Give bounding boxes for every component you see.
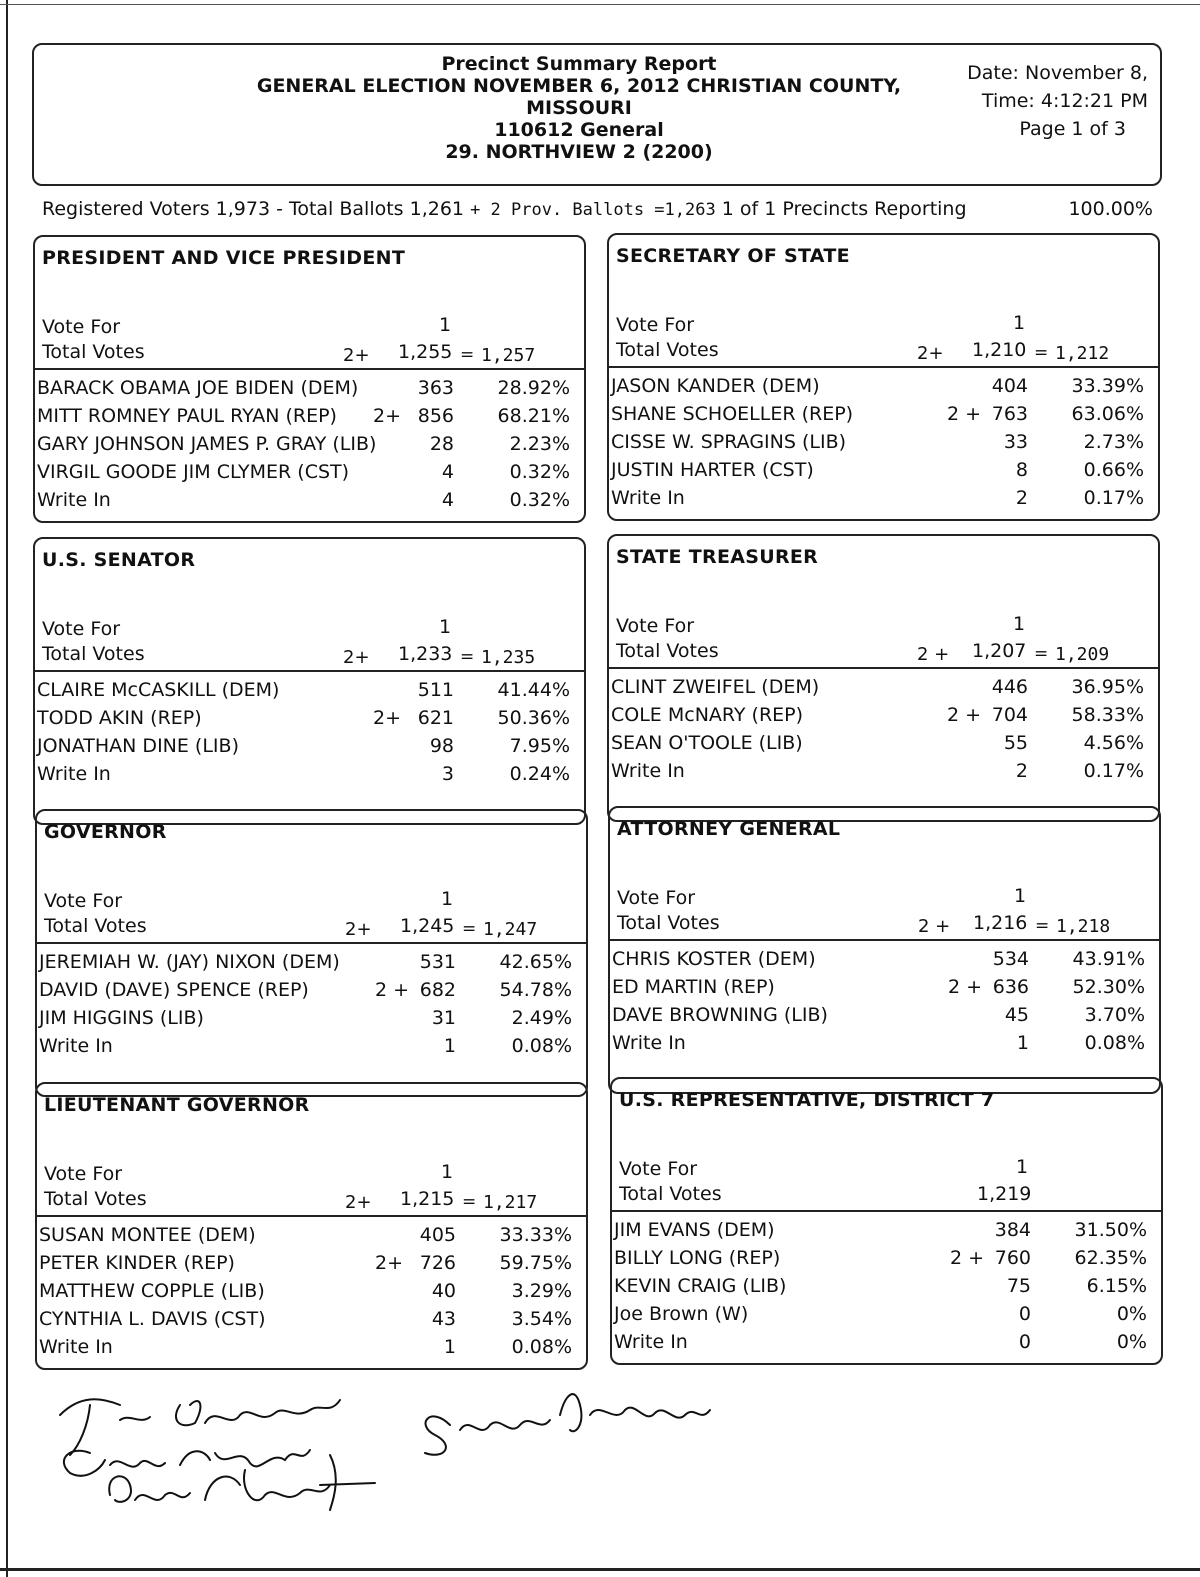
candidate-votes: 856	[417, 405, 454, 427]
candidate-row	[610, 976, 1159, 1004]
candidate-row	[610, 1032, 1159, 1060]
candidate-votes: 8	[1015, 459, 1028, 481]
candidate-row	[35, 763, 584, 791]
report-date: Date: November 8,	[967, 62, 1148, 84]
candidate-name: JIM EVANS (DEM)	[614, 1219, 775, 1241]
page-edge-left	[6, 0, 8, 1577]
header-divider	[609, 667, 1158, 669]
candidate-row	[612, 1219, 1161, 1247]
header-meta	[942, 59, 1152, 143]
total-equals: =	[462, 919, 477, 939]
candidate-name: BILLY LONG (REP)	[614, 1247, 781, 1269]
total-votes-count: 1,210	[972, 339, 1027, 361]
candidate-row	[612, 1331, 1161, 1359]
candidate-votes: 363	[417, 377, 454, 399]
candidate-name: JUSTIN HARTER (CST)	[611, 459, 814, 481]
total-provisional: 2 +	[918, 916, 951, 937]
vote-for-count: 1	[441, 1161, 454, 1183]
candidate-votes: 534	[992, 948, 1029, 970]
total-votes-count: 1,219	[977, 1183, 1032, 1205]
vote-for-label: Vote For	[42, 316, 121, 338]
signature-4	[425, 1394, 710, 1455]
candidate-name: DAVID (DAVE) SPENCE (REP)	[39, 979, 309, 1001]
reporting-percent: 100.00%	[1068, 198, 1153, 220]
signature-1	[60, 1399, 340, 1455]
total-provisional: 2+	[343, 647, 370, 668]
candidate-votes: 55	[1003, 732, 1028, 754]
candidate-name: BARACK OBAMA JOE BIDEN (DEM)	[37, 377, 359, 399]
candidate-percent: 43.91%	[1072, 948, 1145, 970]
candidate-percent: 50.36%	[497, 707, 570, 729]
race-panel	[35, 809, 588, 1097]
header-divider	[612, 1210, 1161, 1212]
header-divider	[37, 942, 586, 944]
candidate-name: SHANE SCHOELLER (REP)	[611, 403, 854, 425]
candidate-name: Joe Brown (W)	[614, 1303, 749, 1325]
candidate-row	[610, 948, 1159, 976]
candidate-votes: 43	[431, 1308, 456, 1330]
total-votes-count: 1,233	[398, 643, 453, 665]
candidate-row	[612, 1247, 1161, 1275]
total-votes-sum: 1,235	[481, 647, 536, 668]
candidate-votes: 726	[419, 1252, 456, 1274]
candidate-row	[609, 732, 1158, 760]
candidate-percent: 41.44%	[497, 679, 570, 701]
candidate-percent: 2.49%	[511, 1007, 572, 1029]
candidate-provisional: 2 +	[947, 403, 982, 425]
candidate-percent: 33.39%	[1071, 375, 1144, 397]
candidate-row	[37, 1280, 586, 1308]
race-panel	[33, 235, 586, 523]
candidate-votes: 0	[1018, 1331, 1031, 1353]
candidate-percent: 0.32%	[509, 489, 570, 511]
race-panel	[35, 1082, 588, 1370]
total-votes-sum: 1,217	[483, 1192, 538, 1213]
total-votes-sum: 1,212	[1055, 343, 1110, 364]
provisional-ballots: + 2 Prov. Ballots =1,263	[470, 200, 716, 220]
vote-for-label: Vote For	[44, 890, 123, 912]
candidate-name: TODD AKIN (REP)	[37, 707, 202, 729]
candidate-votes: 1	[1016, 1032, 1029, 1054]
candidate-name: SUSAN MONTEE (DEM)	[39, 1224, 256, 1246]
candidate-row	[609, 704, 1158, 732]
candidate-name: KEVIN CRAIG (LIB)	[614, 1275, 787, 1297]
candidate-row	[35, 377, 584, 405]
candidate-name: VIRGIL GOODE JIM CLYMER (CST)	[37, 461, 350, 483]
total-provisional: 2+	[917, 343, 944, 364]
election-code: 110612 General	[494, 119, 664, 141]
candidate-row	[37, 951, 586, 979]
candidate-percent: 0.08%	[511, 1336, 572, 1358]
candidate-row	[37, 1035, 586, 1063]
candidate-row	[609, 760, 1158, 788]
candidate-name: ED MARTIN (REP)	[612, 976, 775, 998]
candidate-percent: 3.70%	[1084, 1004, 1145, 1026]
candidate-percent: 0%	[1116, 1331, 1147, 1353]
candidate-percent: 6.15%	[1086, 1275, 1147, 1297]
precincts-reporting: 1 of 1 Precincts Reporting	[715, 198, 967, 220]
total-votes-count: 1,216	[973, 912, 1028, 934]
candidate-votes: 3	[441, 763, 454, 785]
total-votes-label: Total Votes	[617, 912, 720, 934]
candidate-row	[35, 735, 584, 763]
header-divider	[37, 1215, 586, 1217]
candidate-votes: 2	[1015, 487, 1028, 509]
total-provisional: 2 +	[917, 644, 950, 665]
candidate-row	[35, 461, 584, 489]
candidate-votes: 405	[419, 1224, 456, 1246]
candidate-percent: 68.21%	[497, 405, 570, 427]
candidate-percent: 63.06%	[1071, 403, 1144, 425]
ballot-summary	[42, 198, 1157, 220]
candidate-percent: 36.95%	[1071, 676, 1144, 698]
total-equals: =	[460, 647, 475, 667]
candidate-name: Write In	[39, 1336, 113, 1358]
candidate-percent: 0.08%	[1084, 1032, 1145, 1054]
total-votes-sum: 1,247	[483, 919, 538, 940]
candidate-votes: 446	[991, 676, 1028, 698]
candidate-name: Write In	[39, 1035, 113, 1057]
candidate-votes: 4	[441, 461, 454, 483]
candidate-votes: 511	[417, 679, 454, 701]
candidate-row	[609, 375, 1158, 403]
vote-for-count: 1	[1013, 613, 1026, 635]
candidate-name: CLINT ZWEIFEL (DEM)	[611, 676, 820, 698]
candidate-votes: 0	[1018, 1303, 1031, 1325]
candidate-row	[37, 1308, 586, 1336]
total-votes-label: Total Votes	[44, 1188, 147, 1210]
candidate-percent: 52.30%	[1072, 976, 1145, 998]
candidate-name: MATTHEW COPPLE (LIB)	[39, 1280, 265, 1302]
candidate-name: Write In	[611, 487, 685, 509]
candidate-provisional: 2+	[373, 707, 402, 729]
candidate-name: COLE McNARY (REP)	[611, 704, 804, 726]
vote-for-count: 1	[439, 314, 452, 336]
signatures	[30, 1375, 750, 1535]
candidate-row	[37, 1252, 586, 1280]
candidate-percent: 0.17%	[1083, 760, 1144, 782]
candidate-votes: 40	[431, 1280, 456, 1302]
candidate-percent: 0%	[1116, 1303, 1147, 1325]
page-edge-top	[0, 4, 1200, 5]
vote-for-label: Vote For	[619, 1158, 698, 1180]
total-equals: =	[1034, 644, 1049, 664]
precinct-name: 29. NORTHVIEW 2 (2200)	[445, 141, 713, 163]
vote-for-label: Vote For	[42, 618, 121, 640]
race-title: U.S. REPRESENTATIVE, DISTRICT 7	[619, 1089, 995, 1111]
total-votes-label: Total Votes	[42, 341, 145, 363]
total-votes-label: Total Votes	[616, 640, 719, 662]
vote-for-count: 1	[439, 616, 452, 638]
header-title-block	[224, 53, 934, 163]
total-votes-label: Total Votes	[44, 915, 147, 937]
total-equals: =	[460, 345, 475, 365]
candidate-name: MITT ROMNEY PAUL RYAN (REP)	[37, 405, 337, 427]
candidate-name: GARY JOHNSON JAMES P. GRAY (LIB)	[37, 433, 377, 455]
candidate-votes: 636	[992, 976, 1029, 998]
header-divider	[609, 366, 1158, 368]
candidate-percent: 28.92%	[497, 377, 570, 399]
total-votes-label: Total Votes	[619, 1183, 722, 1205]
election-line-2: MISSOURI	[526, 97, 632, 119]
candidate-row	[35, 679, 584, 707]
vote-for-count: 1	[1016, 1156, 1029, 1178]
candidate-name: CISSE W. SPRAGINS (LIB)	[611, 431, 847, 453]
candidate-name: Write In	[614, 1331, 688, 1353]
signature-2	[64, 1450, 310, 1476]
candidate-percent: 0.66%	[1083, 459, 1144, 481]
candidate-row	[609, 487, 1158, 515]
vote-for-count: 1	[1013, 312, 1026, 334]
total-equals: =	[462, 1192, 477, 1212]
candidate-provisional: 2 +	[375, 979, 410, 1001]
race-title: SECRETARY OF STATE	[616, 245, 850, 267]
candidate-votes: 704	[991, 704, 1028, 726]
candidate-row	[612, 1275, 1161, 1303]
candidate-name: CYNTHIA L. DAVIS (CST)	[39, 1308, 266, 1330]
candidate-row	[37, 979, 586, 1007]
candidate-row	[37, 1007, 586, 1035]
candidate-percent: 33.33%	[499, 1224, 572, 1246]
race-title: ATTORNEY GENERAL	[617, 818, 841, 840]
candidate-votes: 75	[1006, 1275, 1031, 1297]
candidate-percent: 62.35%	[1074, 1247, 1147, 1269]
candidate-percent: 31.50%	[1074, 1219, 1147, 1241]
vote-for-count: 1	[1014, 885, 1027, 907]
total-votes-count: 1,215	[400, 1188, 455, 1210]
candidate-row	[612, 1303, 1161, 1331]
header-divider	[35, 368, 584, 370]
candidate-percent: 2.73%	[1083, 431, 1144, 453]
total-votes-count: 1,245	[400, 915, 455, 937]
total-votes-sum: 1,218	[1056, 916, 1111, 937]
candidate-votes: 763	[991, 403, 1028, 425]
candidate-name: Write In	[611, 760, 685, 782]
election-line-1: GENERAL ELECTION NOVEMBER 6, 2012 CHRISTIAN COUNTY,	[256, 75, 902, 97]
total-equals: =	[1035, 916, 1050, 936]
candidate-percent: 58.33%	[1071, 704, 1144, 726]
vote-for-count: 1	[441, 888, 454, 910]
candidate-name: DAVE BROWNING (LIB)	[612, 1004, 828, 1026]
candidate-row	[35, 489, 584, 517]
race-panel	[33, 537, 586, 825]
total-provisional: 2+	[345, 919, 372, 940]
candidate-provisional: 2+	[373, 405, 402, 427]
candidate-provisional: 2 +	[948, 976, 983, 998]
race-title: U.S. SENATOR	[42, 549, 196, 571]
race-panel	[607, 534, 1160, 822]
candidate-percent: 4.56%	[1083, 732, 1144, 754]
candidate-votes: 98	[429, 735, 454, 757]
report-time: Time: 4:12:21 PM	[981, 90, 1148, 112]
candidate-percent: 59.75%	[499, 1252, 572, 1274]
candidate-percent: 42.65%	[499, 951, 572, 973]
vote-for-label: Vote For	[617, 887, 696, 909]
candidate-votes: 760	[994, 1247, 1031, 1269]
candidate-provisional: 2 +	[950, 1247, 985, 1269]
total-votes-count: 1,207	[972, 640, 1027, 662]
candidate-name: Write In	[612, 1032, 686, 1054]
candidate-row	[609, 431, 1158, 459]
candidate-percent: 2.23%	[509, 433, 570, 455]
candidate-name: PETER KINDER (REP)	[39, 1252, 235, 1274]
race-title: GOVERNOR	[44, 821, 167, 843]
candidate-provisional: 2+	[375, 1252, 404, 1274]
candidate-provisional: 2 +	[947, 704, 982, 726]
candidate-percent: 0.24%	[509, 763, 570, 785]
candidate-votes: 384	[994, 1219, 1031, 1241]
candidate-name: SEAN O'TOOLE (LIB)	[611, 732, 803, 754]
candidate-row	[35, 433, 584, 461]
candidate-name: Write In	[37, 763, 111, 785]
header-divider	[35, 670, 584, 672]
race-panel	[610, 1077, 1163, 1365]
total-provisional: 2+	[343, 345, 370, 366]
report-header	[32, 43, 1162, 186]
race-title: PRESIDENT AND VICE PRESIDENT	[42, 247, 406, 269]
candidate-row	[37, 1336, 586, 1364]
page-edge-bottom	[0, 1568, 1200, 1571]
candidate-row	[609, 459, 1158, 487]
candidate-name: JASON KANDER (DEM)	[611, 375, 820, 397]
candidate-name: JEREMIAH W. (JAY) NIXON (DEM)	[39, 951, 340, 973]
candidate-votes: 531	[419, 951, 456, 973]
race-title: STATE TREASURER	[616, 546, 819, 568]
candidate-name: JONATHAN DINE (LIB)	[37, 735, 239, 757]
candidate-votes: 2	[1015, 760, 1028, 782]
candidate-name: JIM HIGGINS (LIB)	[39, 1007, 204, 1029]
total-votes-sum: 1,257	[481, 345, 536, 366]
registered-voters: Registered Voters 1,973 - Total Ballots 1,261	[42, 198, 471, 220]
total-equals: =	[1034, 343, 1049, 363]
total-provisional: 2+	[345, 1192, 372, 1213]
candidate-percent: 3.54%	[511, 1308, 572, 1330]
report-title: Precinct Summary Report	[441, 53, 717, 75]
header-divider	[610, 939, 1159, 941]
candidate-row	[35, 707, 584, 735]
vote-for-label: Vote For	[616, 615, 695, 637]
total-votes-sum: 1,209	[1055, 644, 1110, 665]
total-votes-label: Total Votes	[616, 339, 719, 361]
candidate-votes: 1	[443, 1336, 456, 1358]
candidate-votes: 31	[431, 1007, 456, 1029]
candidate-percent: 54.78%	[499, 979, 572, 1001]
candidate-name: CHRIS KOSTER (DEM)	[612, 948, 816, 970]
candidate-row	[35, 405, 584, 433]
candidate-votes: 33	[1003, 431, 1028, 453]
race-panel	[607, 233, 1160, 521]
race-panel	[608, 806, 1161, 1094]
candidate-votes: 682	[419, 979, 456, 1001]
candidate-row	[609, 676, 1158, 704]
candidate-percent: 3.29%	[511, 1280, 572, 1302]
vote-for-label: Vote For	[616, 314, 695, 336]
candidate-row	[610, 1004, 1159, 1032]
candidate-votes: 404	[991, 375, 1028, 397]
total-votes-count: 1,255	[398, 341, 453, 363]
candidate-name: CLAIRE McCASKILL (DEM)	[37, 679, 280, 701]
page-number: Page 1 of 3	[1019, 118, 1126, 140]
candidate-percent: 0.17%	[1083, 487, 1144, 509]
race-title: LIEUTENANT GOVERNOR	[44, 1094, 310, 1116]
candidate-votes: 28	[429, 433, 454, 455]
candidate-percent: 7.95%	[509, 735, 570, 757]
candidate-name: Write In	[37, 489, 111, 511]
candidate-row	[609, 403, 1158, 431]
vote-for-label: Vote For	[44, 1163, 123, 1185]
candidate-votes: 1	[443, 1035, 456, 1057]
candidate-votes: 45	[1004, 1004, 1029, 1026]
candidate-percent: 0.08%	[511, 1035, 572, 1057]
candidate-row	[37, 1224, 586, 1252]
candidate-percent: 0.32%	[509, 461, 570, 483]
candidate-votes: 4	[441, 489, 454, 511]
candidate-votes: 621	[417, 707, 454, 729]
total-votes-label: Total Votes	[42, 643, 145, 665]
